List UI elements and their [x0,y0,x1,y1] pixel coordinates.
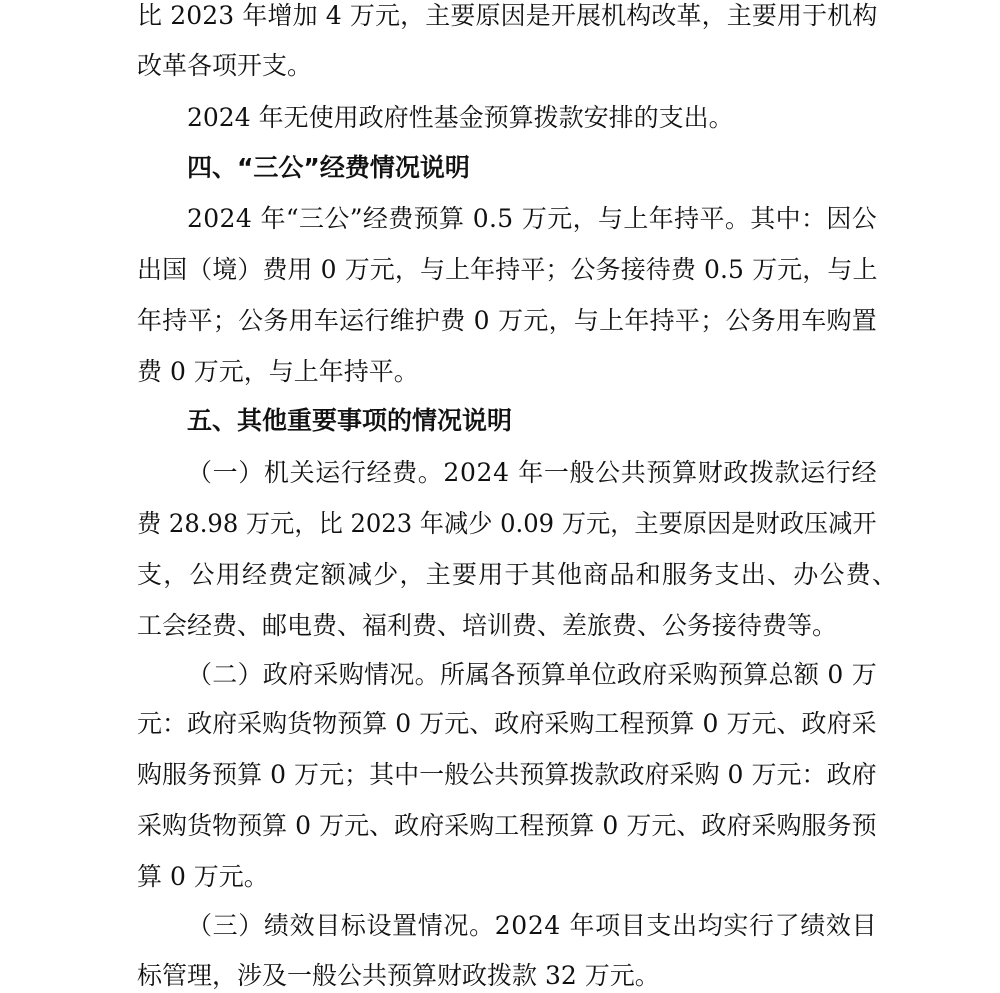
text-line: 2024 年“三公”经费预算 0.5 万元，与上年持平。其中：因公 [187,204,878,233]
text-line: 改革各项开支。 [137,51,313,80]
text-line: 采购货物预算 0 万元、政府采购工程预算 0 万元、政府采购服务预 [137,811,877,840]
text-line: 年持平；公务用车运行维护费 0 万元，与上年持平；公务用车购置 [137,306,878,335]
text-line: （三）绩效目标设置情况。2024 年项目支出均实行了绩效目 [187,911,878,940]
section-heading: 四、“三公”经费情况说明 [187,153,470,182]
text-line: 2024 年无使用政府性基金预算拨款安排的支出。 [187,103,734,132]
text-line: 比 2023 年增加 4 万元，主要原因是开展机构改革，主要用于机构 [137,1,878,30]
text-line: （一）机关运行经费。2024 年一般公共预算财政拨款运行经 [187,458,878,487]
text-line: 支，公用经费定额减少，主要用于其他商品和服务支出、办公费、 [137,560,899,589]
text-line: 费 0 万元，与上年持平。 [137,357,419,386]
text-line: 出国（境）费用 0 万元，与上年持平；公务接待费 0.5 万元，与上 [137,255,878,284]
text-line: 元：政府采购货物预算 0 万元、政府采购工程预算 0 万元、政府采 [137,709,877,738]
text-line: 工会经费、邮电费、福利费、培训费、差旅费、公务接待费等。 [137,611,838,640]
text-line: 标管理，涉及一般公共预算财政拨款 32 万元。 [137,961,660,990]
text-line: 算 0 万元。 [137,862,269,891]
section-heading: 五、其他重要事项的情况说明 [187,406,513,435]
text-line: （二）政府采购情况。所属各预算单位政府采购预算总额 0 万 [187,660,878,689]
text-line: 费 28.98 万元，比 2023 年减少 0.09 万元，主要原因是财政压减开 [137,509,877,538]
text-line: 购服务预算 0 万元；其中一般公共预算拨款政府采购 0 万元：政府 [137,760,877,789]
